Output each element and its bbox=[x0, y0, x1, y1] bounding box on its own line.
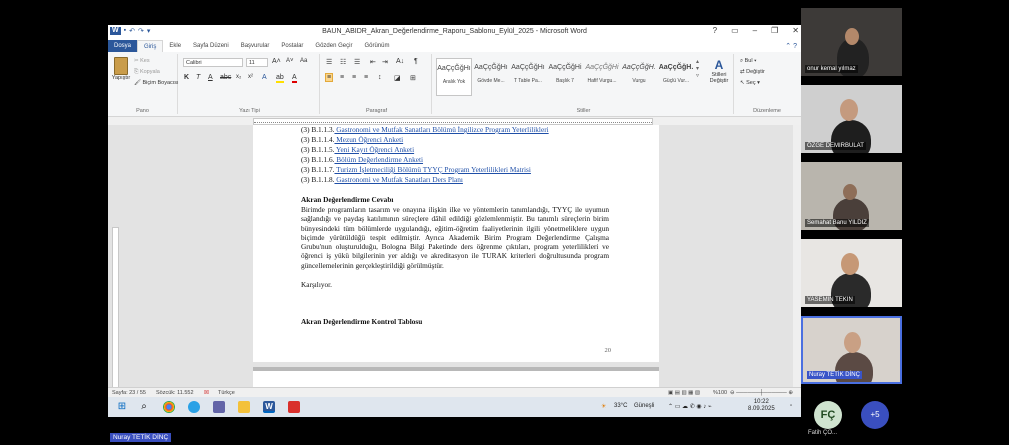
editing-group bbox=[736, 54, 798, 114]
search-icon[interactable]: ⌕ bbox=[141, 401, 147, 412]
horizontal-ruler[interactable] bbox=[253, 118, 653, 125]
line-spacing-icon[interactable]: ↕ bbox=[378, 74, 382, 81]
clipboard-group-label: Pano bbox=[136, 108, 149, 114]
participant-name: Nuray TETİK DİNÇ bbox=[809, 372, 860, 378]
next-page[interactable] bbox=[253, 367, 659, 387]
page-number: 20 bbox=[604, 347, 611, 354]
numbering-icon[interactable]: ☷ bbox=[340, 59, 347, 66]
clipboard-group bbox=[108, 54, 178, 114]
cut-button[interactable]: ✂ Kes bbox=[134, 58, 150, 64]
align-right-icon[interactable]: ≡ bbox=[352, 74, 357, 81]
styles-scroll-icon[interactable]: ▴ ▾ ▿ bbox=[696, 59, 700, 79]
sort-icon[interactable]: A↓ bbox=[396, 58, 405, 65]
view-buttons[interactable]: ▣ ▤ ▥ ▦ ▧ bbox=[668, 390, 701, 396]
reference-line: (3) B.1.1.6. Bölüm Değerlendirme Anketi bbox=[301, 155, 424, 164]
redo-icon[interactable]: ↷ bbox=[137, 28, 144, 35]
reference-line: (3) B.1.1.4. Mezun Öğrenci Anketi bbox=[301, 135, 404, 144]
video-tile[interactable] bbox=[801, 162, 902, 230]
zoom-level[interactable]: %100 bbox=[713, 390, 728, 396]
reference-link[interactable]: Gastronomi ve Mutfak Sanatları Bölümü İngilizce Program Yeterlilikleri bbox=[334, 125, 549, 134]
ribbon-tabs bbox=[108, 40, 801, 52]
ribbon-display-icon[interactable]: ▭ bbox=[731, 26, 739, 35]
vertical-scrollbar[interactable] bbox=[793, 125, 801, 387]
teams-icon[interactable] bbox=[213, 401, 225, 413]
text-effects-icon[interactable]: A bbox=[262, 74, 267, 81]
minimize-ribbon-icon[interactable]: ⌃ bbox=[785, 43, 792, 50]
shrink-font-icon[interactable]: A˅ bbox=[286, 58, 294, 64]
qat-dropdown-icon[interactable]: ▾ bbox=[146, 28, 151, 35]
style-table-paragraph[interactable]: AaÇçĞğHı T Table Pa... bbox=[511, 64, 545, 84]
weather-temp[interactable]: 33°C bbox=[614, 403, 628, 409]
language[interactable]: Türkçe bbox=[218, 390, 235, 396]
paste-icon bbox=[114, 57, 128, 75]
clock[interactable]: 10:22 8.09.2025 bbox=[748, 399, 775, 412]
restore-icon[interactable]: ❐ bbox=[771, 26, 779, 35]
font-group bbox=[180, 54, 320, 114]
reference-link[interactable]: Yeni Kayıt Öğrenci Anketi bbox=[334, 145, 415, 154]
change-styles-icon: A bbox=[714, 58, 724, 72]
replace-icon: ⇄ bbox=[740, 69, 745, 75]
borders-icon[interactable]: ⊞ bbox=[410, 75, 416, 82]
select-icon: ↖ bbox=[740, 80, 745, 86]
justify-icon[interactable]: ≡ bbox=[364, 74, 369, 81]
reference-link[interactable]: Gastronomi ve Mutfak Sanatları Ders Planı bbox=[334, 175, 463, 184]
tab-mailings[interactable]: Postalar bbox=[281, 43, 304, 49]
answer-body: Birimde programların tasarım ve onayına ilişkin ilke ve yöntemlerin tanımlandığı, TYYÇ ile uyumun sağlandığı ve paydaş katılımının süreçlere dâhil edildiği gözlemlenmiştir. Bu tanımlı süreçlerin birim bünyesindeki tüm bölümlerde uygulandığı, eğitim-öğretim faaliyetlerinin ilgili yönetmeliklere uygun biçimde yürütüldüğü tespit edilmiştir. Ayrıca Akademik Birim Program Değerlendirme Çalışma Grubu'nun oluşturulduğu, Bologna Bilgi Paketinde ders öğrenme çıktıları, program yeterlilikleri ve öğrenci iş yükü bilgilerinin yer aldığı ve akreditasyon ile TURAK kriterleri doğrultusunda program güncellemelerinin gerçekleştirildiği görülmüştür. bbox=[301, 205, 609, 270]
presenter-label: Nuray TETİK DİNÇ bbox=[110, 433, 171, 442]
style-strong[interactable]: AaÇçĞğH. Güçlü Vur... bbox=[658, 64, 694, 84]
answer-result: Karşılıyor. bbox=[301, 280, 333, 289]
more-participants-button[interactable]: +5 bbox=[861, 401, 889, 429]
styles-group bbox=[434, 54, 734, 114]
editing-group-label: Düzenleme bbox=[753, 108, 781, 114]
font-color-icon[interactable]: A bbox=[292, 74, 297, 81]
show-marks-icon[interactable]: ¶ bbox=[414, 58, 418, 65]
bold-icon[interactable]: K bbox=[184, 74, 190, 81]
format-painter-button[interactable]: 🖌 Biçim Boyacısı bbox=[134, 80, 179, 86]
taskbar bbox=[108, 397, 801, 417]
avatar-name: Fatih ÇO... bbox=[808, 430, 838, 436]
reference-line: (3) B.1.1.7. Turizm İşletmeciliği Bölümü TYYÇ Program Yeterlilikleri Matrisi bbox=[301, 165, 531, 174]
align-center-icon[interactable]: ≡ bbox=[340, 74, 345, 81]
grow-font-icon[interactable]: A˄ bbox=[272, 58, 281, 65]
reference-line: (3) B.1.1.3. Gastronomi ve Mutfak Sanatları Bölümü İngilizce Program Yeterlilikleri bbox=[301, 125, 549, 134]
participant-name: Semahat Banu YILDIZ bbox=[807, 220, 867, 226]
italic-icon[interactable]: T bbox=[196, 74, 201, 81]
clear-format-icon[interactable]: Aa bbox=[300, 58, 308, 64]
participant-face bbox=[845, 28, 859, 45]
weather-label[interactable]: Güneşli bbox=[634, 403, 655, 409]
font-group-label: Yazı Tipi bbox=[239, 108, 260, 114]
reference-link[interactable]: Turizm İşletmeciliği Bölümü TYYÇ Program Yeterlilikleri Matrisi bbox=[334, 165, 531, 174]
tray-icons[interactable]: ⌃ ▭ ☁ ✆ ◉ ♪ ⌁ bbox=[668, 404, 712, 410]
undo-icon[interactable]: ↶ bbox=[129, 28, 135, 35]
ribbon bbox=[108, 52, 801, 117]
title-bar bbox=[108, 25, 801, 40]
video-tile[interactable] bbox=[801, 8, 902, 76]
participant-silhouette bbox=[835, 352, 873, 384]
tab-insert[interactable]: Ekle bbox=[169, 43, 182, 49]
reference-link[interactable]: Mezun Öğrenci Anketi bbox=[334, 135, 404, 144]
participant-face bbox=[841, 253, 859, 275]
decrease-indent-icon[interactable]: ⇤ bbox=[370, 59, 376, 66]
word-taskbar-icon[interactable]: W bbox=[263, 401, 275, 413]
tab-page-layout[interactable]: Sayfa Düzeni bbox=[193, 43, 229, 49]
increase-indent-icon[interactable]: ⇥ bbox=[382, 59, 388, 66]
participant-face bbox=[840, 99, 858, 121]
chrome-icon[interactable] bbox=[163, 401, 175, 413]
style-no-spacing[interactable]: AaÇçĞğHı Aralık Yok bbox=[436, 58, 472, 96]
word-logo-icon: W bbox=[112, 27, 119, 34]
style-heading-7[interactable]: AaÇçĞğHi Başlık 7 bbox=[548, 64, 582, 84]
replace-button[interactable]: ⇄ Değiştir bbox=[740, 69, 765, 75]
tab-file[interactable]: Dosya bbox=[108, 40, 137, 52]
underline-icon[interactable]: A bbox=[208, 74, 213, 81]
window-title: BAUN_ABIDR_Akran_Değerlendirme_Raporu_Sablonu_Eylül_2025 - Microsoft Word bbox=[322, 28, 587, 35]
highlight-icon[interactable]: ab bbox=[276, 74, 284, 81]
tab-home[interactable]: Giriş bbox=[137, 40, 163, 52]
tab-review[interactable]: Gözden Geçir bbox=[315, 43, 353, 49]
video-tile[interactable] bbox=[801, 85, 902, 153]
font-name-select[interactable]: Calibri bbox=[183, 58, 243, 67]
paste-button[interactable]: Yapıştır bbox=[111, 57, 131, 81]
style-body[interactable]: AaÇçĞğHı Gövde Me... bbox=[474, 64, 508, 84]
find-icon: ⌕ bbox=[740, 58, 744, 64]
font-size-select[interactable]: 11 bbox=[246, 58, 268, 67]
word-count[interactable]: Sözcük: 11.552 bbox=[156, 390, 194, 396]
participant-name: ÖZGE DEMIRBULAT bbox=[807, 143, 864, 149]
select-button[interactable]: ↖ Seç ▾ bbox=[740, 80, 760, 86]
tab-references[interactable]: Başvurular bbox=[240, 43, 270, 49]
paragraph-group bbox=[322, 54, 432, 114]
acrobat-icon[interactable] bbox=[288, 401, 300, 413]
superscript-icon[interactable]: x² bbox=[248, 74, 253, 80]
video-tile[interactable] bbox=[801, 239, 902, 307]
style-subtle-emphasis[interactable]: AaÇçĞğHi Hafif Vurgu... bbox=[585, 64, 619, 84]
close-icon[interactable]: ✕ bbox=[792, 26, 799, 35]
control-table-heading: Akran Değerlendirme Kontrol Tablosu bbox=[301, 317, 423, 326]
file-explorer-icon[interactable] bbox=[238, 401, 250, 413]
reference-link[interactable]: Bölüm Değerlendirme Anketi bbox=[334, 155, 424, 164]
participant-avatar[interactable]: FÇ bbox=[814, 401, 842, 429]
windows-start-icon[interactable]: ⊞ bbox=[117, 401, 127, 412]
zoom-slider[interactable]: ⊖ ──────┼────── ⊕ bbox=[730, 390, 793, 396]
word-window bbox=[108, 25, 801, 417]
subscript-icon[interactable]: x₂ bbox=[236, 74, 242, 80]
styles-group-label: Stiller bbox=[576, 108, 591, 114]
video-tile-active-speaker[interactable] bbox=[801, 316, 902, 384]
multilevel-list-icon[interactable]: ☰ bbox=[354, 59, 361, 66]
document-area bbox=[108, 125, 801, 387]
bullets-icon[interactable]: ☰ bbox=[326, 59, 333, 66]
participant-face bbox=[843, 184, 857, 200]
change-styles-button[interactable]: A Stilleri Değiştir bbox=[706, 58, 732, 84]
paragraph-group-label: Paragraf bbox=[365, 108, 388, 114]
align-left-icon[interactable]: ≡ bbox=[327, 74, 332, 81]
shading-icon[interactable]: ◪ bbox=[394, 75, 401, 82]
save-icon[interactable]: ▪ bbox=[123, 27, 127, 34]
reference-line: (3) B.1.1.8. Gastronomi ve Mutfak Sanatları Ders Planı bbox=[301, 175, 463, 184]
participant-name: onur kemal yılmaz bbox=[807, 66, 856, 72]
reference-line: (3) B.1.1.5. Yeni Kayıt Öğrenci Anketi bbox=[301, 145, 415, 154]
proofing-icon[interactable]: ☒ bbox=[204, 390, 209, 396]
status-bar bbox=[108, 387, 801, 397]
participant-name: YASEMIN TEKIN bbox=[807, 297, 853, 303]
answer-heading: Akran Değerlendirme Cevabı bbox=[301, 195, 394, 204]
style-emphasis[interactable]: AaÇçĞğH. Vurgu bbox=[622, 64, 656, 84]
help-icon[interactable]: ? bbox=[712, 26, 718, 35]
tab-view[interactable]: Görünüm bbox=[364, 43, 390, 49]
find-button[interactable]: ⌕ Bul ▾ bbox=[740, 58, 757, 64]
participant-face bbox=[844, 332, 861, 353]
page-count[interactable]: Sayfa: 23 / 55 bbox=[112, 390, 146, 396]
document-page[interactable] bbox=[253, 125, 659, 362]
copy-button[interactable]: ⎘ Kopyala bbox=[134, 69, 160, 75]
ribbon-help-icon[interactable]: ? bbox=[793, 43, 797, 50]
weather-icon: ☀ bbox=[601, 404, 607, 410]
notifications-icon[interactable]: ▫ bbox=[790, 403, 793, 409]
strikethrough-icon[interactable]: abc bbox=[220, 74, 232, 81]
minimize-icon[interactable]: – bbox=[752, 26, 758, 35]
edge-icon[interactable] bbox=[188, 401, 200, 413]
